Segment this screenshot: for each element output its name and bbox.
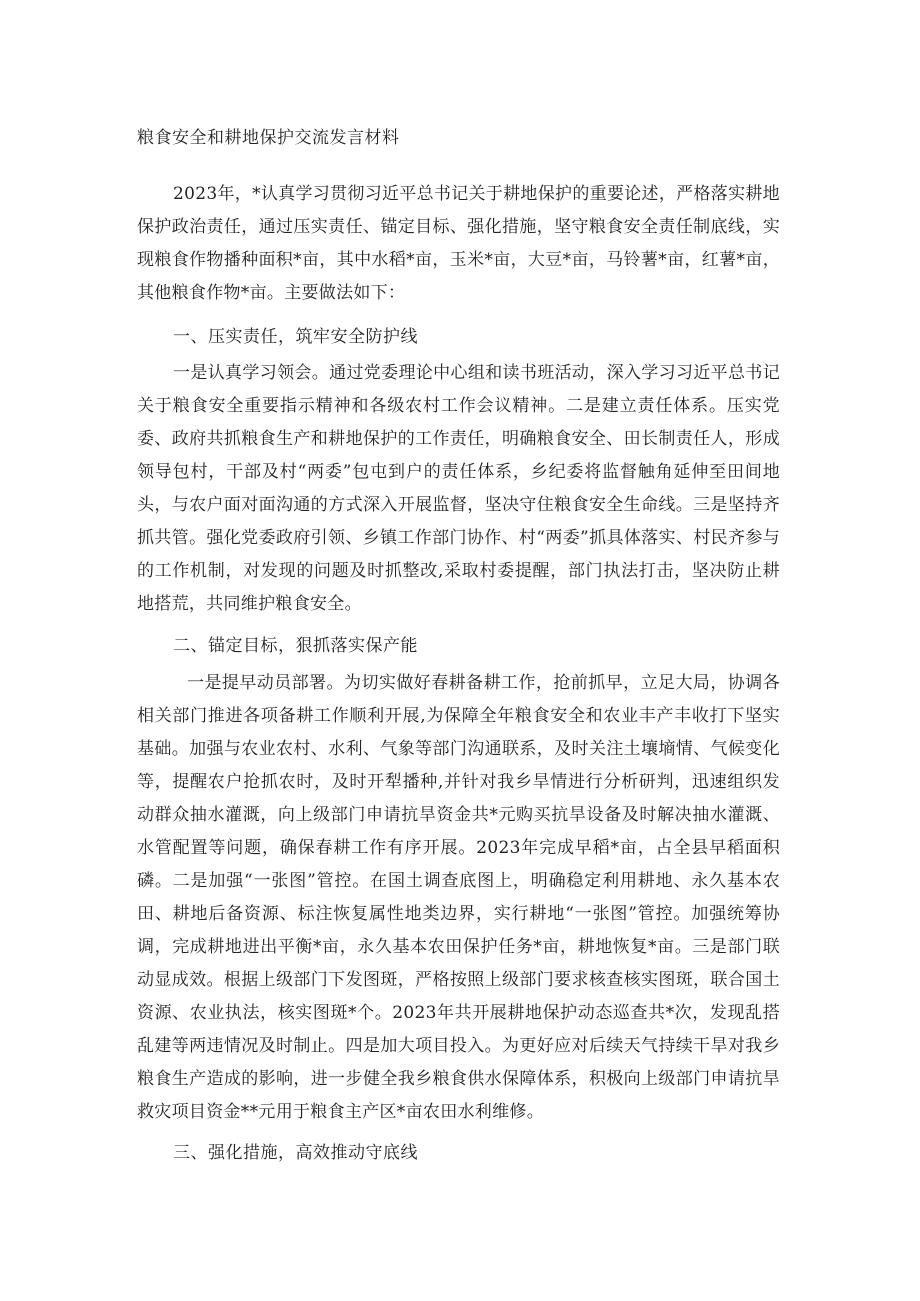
section-body-2: 一是提早动员部署。为切实做好春耕备耕工作，抢前抓早，立足大局，协调各相关部门推进各项备耕工作顺利开展,为保障全年粮食安全和农业丰产丰收打下坚实基础。加强与农业农村、水利、气象等部门沟通联系，及时关注土壤墒情、气候变化等，提醒农户抢抓农时，及时开犁播种,并针对我乡旱情进行分析研判，迅速组织发动群众抽水灌溉，向上级部门申请抗旱资金共*元购买抗旱设备及时解决抽水灌溉、水管配置等问题，确保春耕工作有序开展。2023年完成早稻*亩，占全县早稻面积磷。二是加强“一张图”管控。在国土调查底图上，明确稳定利用耕地、永久基本农田、耕地后备资源、标注恢复属性地类边界，实行耕地“一张图”管控。加强统筹协调，完成耕地进出平衡*亩，永久基本农田保护任务*亩，耕地恢复*亩。三是部门联动显成效。根据上级部门下发图斑，严格按照上级部门要求核查核实图斑，联合国土资源、农业执法，核实图斑*个。2023年共开展耕地保护动态巡查共*次，发现乱搭乱建等两违情况及时制止。四是加大项目投入。为更好应对后续天气持续干旱对我乡粮食生产造成的影响，进一步健全我乡粮食供水保障体系，积极向上级部门申请抗旱救灾项目资金**元用于粮食主产区*亩农田水利维修。 xyxy=(137,673,780,1122)
intro-paragraph: 2023年，*认真学习贯彻习近平总书记关于耕地保护的重要论述，严格落实耕地保护政治责任，通过压实责任、锚定目标、强化措施，坚守粮食安全责任制底线，实现粮食作物播种面积*亩，其中水稻*亩，玉米*亩，大豆*亩，马铃薯*亩，红薯*亩，其他粮食作物*亩。主要做法如下： xyxy=(137,184,780,303)
section-body-1: 一是认真学习领会。通过党委理论中心组和读书班活动，深入学习习近平总书记关于粮食安全重要指示精神和各级农村工作会议精神。二是建立责任体系。压实党委、政府共抓粮食生产和耕地保护的工作责任，明确粮食安全、田长制责任人，形成领导包村，干部及村“两委”包屯到户的责任体系，乡纪委将监督触角延伸至田间地头，与农户面对面沟通的方式深入开展监督，坚决守住粮食安全生命线。三是坚持齐抓共管。强化党委政府引领、乡镇工作部门协作、村“两委”抓具体落实、村民齐参与的工作机制，对发现的问题及时抓整改,采取村委提醒，部门执法打击，坚决防止耕地搭荒，共同维护粮食安全。 xyxy=(137,363,780,614)
section-heading-3: 三、强化措施，高效推动守底线 xyxy=(173,1143,418,1163)
document-title: 粮食安全和耕地保护交流发言材料 xyxy=(137,128,400,148)
section-heading-1: 一、压实责任，筑牢安全防护线 xyxy=(173,327,418,347)
section-heading-2: 二、锚定目标，狠抓落实保产能 xyxy=(173,636,418,656)
